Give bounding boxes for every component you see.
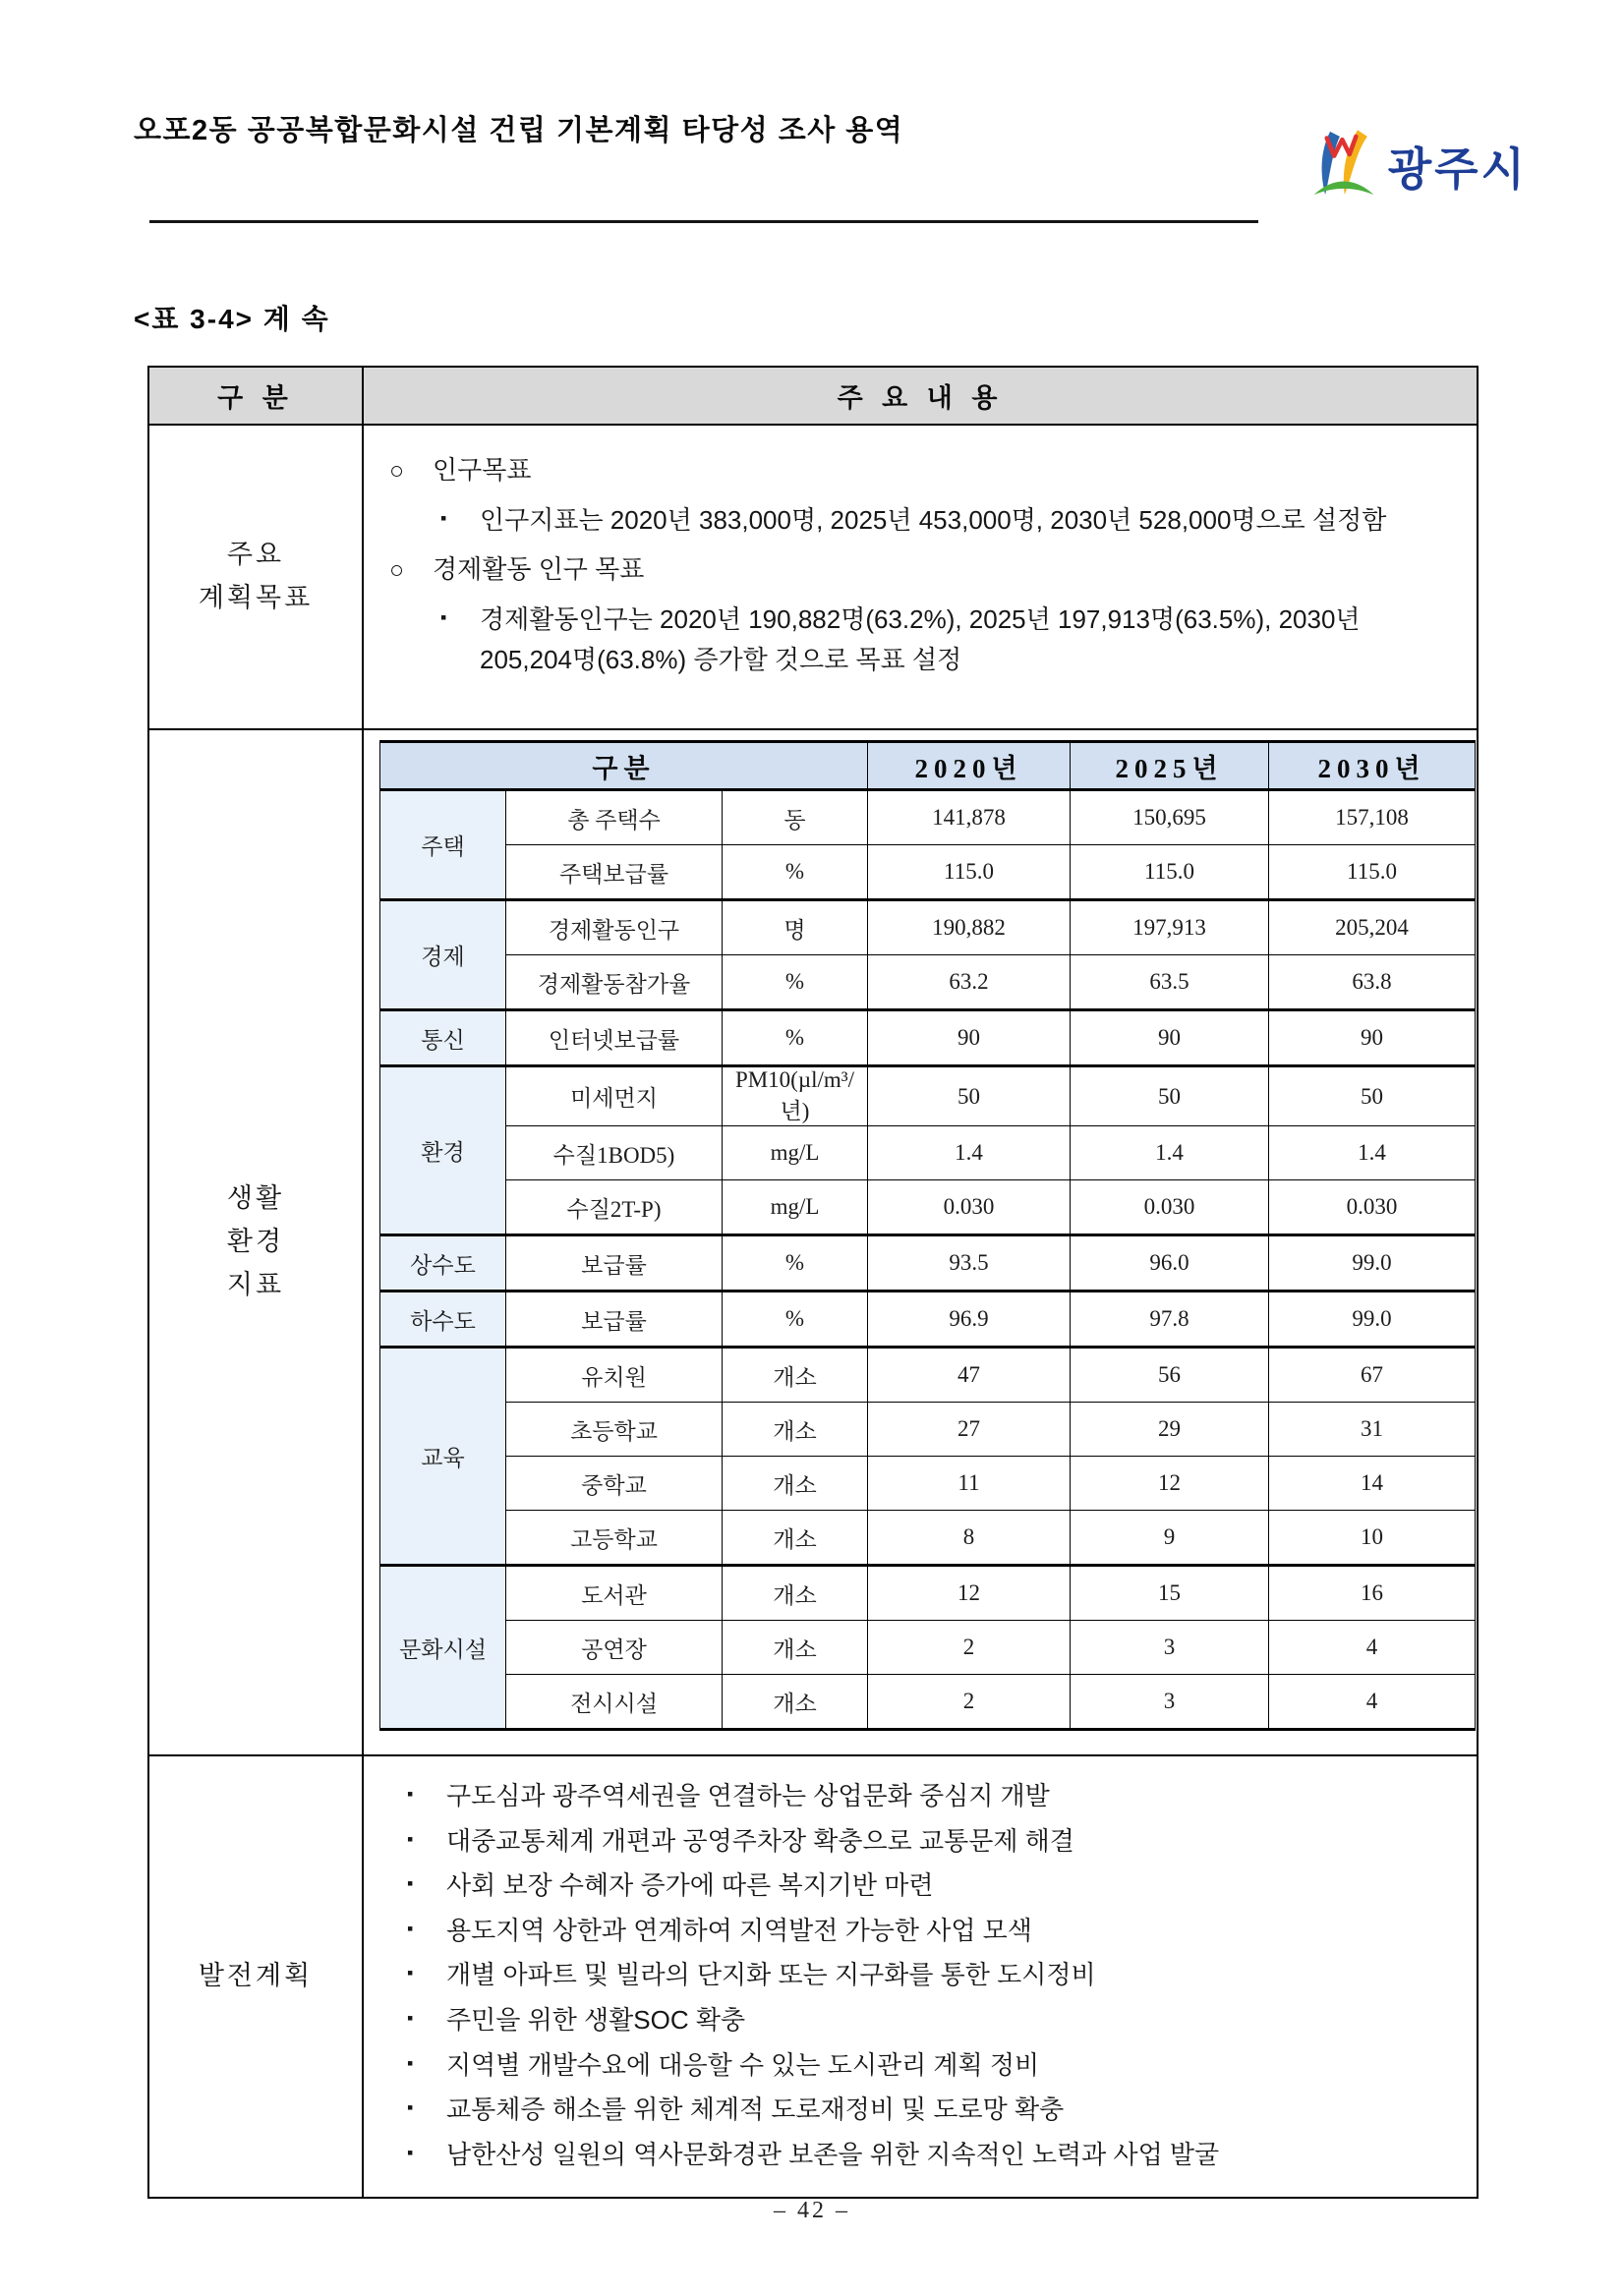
metrics-value-cell: 197,913: [1071, 900, 1269, 955]
bullet-item: [440, 500, 1457, 542]
metrics-unit-cell: 개소: [723, 1566, 868, 1621]
metrics-item-cell: 초등학교: [506, 1403, 723, 1457]
metrics-row: [380, 790, 1476, 845]
table-row: [148, 729, 1478, 1755]
metrics-row: [380, 1403, 1476, 1457]
metrics-value-cell: 0.030: [1269, 1180, 1476, 1235]
metrics-row: [380, 1180, 1476, 1235]
bullet-item: [407, 1776, 1457, 1817]
metrics-value-cell: 50: [1071, 1066, 1269, 1126]
metrics-value-cell: 9: [1071, 1511, 1269, 1566]
metrics-value-cell: 63.2: [868, 955, 1071, 1010]
metrics-value-cell: 90: [868, 1010, 1071, 1066]
metrics-unit-cell: mg/L: [723, 1180, 868, 1235]
bullet-text: 용도지역 상한과 연계하여 지역발전 가능한 사업 모색: [446, 1915, 1032, 1945]
bullet-marker-icon: ▪: [407, 2142, 414, 2162]
logo-wordmark: 광주시: [1387, 143, 1528, 195]
bullet-text: 지역별 개발수요에 대응할 수 있는 도시관리 계획 정비: [446, 2049, 1040, 2080]
bullet-item: [389, 549, 1457, 591]
row-label-line: 지표: [226, 1269, 285, 1299]
metrics-value-cell: 8: [868, 1511, 1071, 1566]
metrics-row: [380, 1010, 1476, 1066]
metrics-value-cell: 63.5: [1071, 955, 1269, 1010]
metrics-unit-cell: 개소: [723, 1621, 868, 1675]
metrics-unit-cell: 개소: [723, 1403, 868, 1457]
indicators-header-category: 구분: [380, 742, 868, 790]
metrics-value-cell: 115.0: [868, 845, 1071, 900]
bullet-text: 인구목표: [433, 455, 532, 485]
metrics-value-cell: 50: [1269, 1066, 1476, 1126]
row-label-line: 생활: [226, 1183, 285, 1214]
gwangju-emblem-icon: [1307, 124, 1380, 207]
row-label-line: 환경: [226, 1227, 285, 1257]
metrics-value-cell: 27: [868, 1403, 1071, 1457]
metrics-row: [380, 1235, 1476, 1292]
metrics-item-cell: 보급률: [506, 1235, 723, 1292]
metrics-item-cell: 도서관: [506, 1566, 723, 1621]
metrics-value-cell: 90: [1269, 1010, 1476, 1066]
metrics-group-cell: 통신: [380, 1010, 506, 1066]
metrics-value-cell: 1.4: [1269, 1126, 1476, 1180]
bullet-item: [407, 1911, 1457, 1952]
bullet-text: 주민을 위한 생활SOC 확충: [446, 2004, 746, 2035]
bullet-marker-icon: ▪: [407, 2097, 414, 2118]
bullet-item: [407, 2045, 1457, 2087]
metrics-value-cell: 3: [1071, 1675, 1269, 1730]
metrics-group-cell: 상수도: [380, 1235, 506, 1292]
metrics-value-cell: 4: [1269, 1675, 1476, 1730]
indicators-header-2025: 2025년: [1071, 742, 1269, 790]
metrics-item-cell: 고등학교: [506, 1511, 723, 1566]
metrics-unit-cell: 개소: [723, 1675, 868, 1730]
metrics-value-cell: 190,882: [868, 900, 1071, 955]
bullet-text: 인구지표는 2020년 383,000명, 2025년 453,000명, 2030년 528,000명으로 설정함: [480, 504, 1387, 535]
metrics-unit-cell: 개소: [723, 1348, 868, 1403]
bullet-text: 경제활동인구는 2020년 190,882명(63.2%), 2025년 197,913명(63.5%), 2030년 205,204명(63.8%) 증가할 것으로 목표 설정: [480, 603, 1361, 675]
metrics-value-cell: 31: [1269, 1403, 1476, 1457]
metrics-group-cell: 교육: [380, 1348, 506, 1566]
metrics-item-cell: 주택보급률: [506, 845, 723, 900]
metrics-value-cell: 0.030: [1071, 1180, 1269, 1235]
metrics-unit-cell: 동: [723, 790, 868, 845]
metrics-item-cell: 전시시설: [506, 1675, 723, 1730]
metrics-row: [380, 1292, 1476, 1348]
bullet-marker-icon: ▪: [407, 1828, 414, 1849]
header-divider: [149, 220, 1258, 223]
bullet-item: [407, 2135, 1457, 2176]
metrics-value-cell: 12: [868, 1566, 1071, 1621]
metrics-value-cell: 1.4: [1071, 1126, 1269, 1180]
metrics-value-cell: 157,108: [1269, 790, 1476, 845]
bullet-item: [407, 2090, 1457, 2131]
metrics-row: [380, 1126, 1476, 1180]
metrics-value-cell: 11: [868, 1457, 1071, 1511]
metrics-row: [380, 1457, 1476, 1511]
metrics-item-cell: 공연장: [506, 1621, 723, 1675]
main-table: [147, 366, 1479, 2199]
metrics-value-cell: 50: [868, 1066, 1071, 1126]
metrics-item-cell: 수질1BOD5): [506, 1126, 723, 1180]
metrics-value-cell: 96.0: [1071, 1235, 1269, 1292]
metrics-group-cell: 하수도: [380, 1292, 506, 1348]
metrics-row: [380, 900, 1476, 955]
bullet-marker-icon: ▪: [407, 1963, 414, 1983]
bullet-item: [389, 450, 1457, 491]
metrics-unit-cell: 명: [723, 900, 868, 955]
living-indicators-content: [363, 729, 1478, 1755]
metrics-value-cell: 29: [1071, 1403, 1269, 1457]
bullet-text: 대중교통체계 개편과 공영주차장 확충으로 교통문제 해결: [446, 1825, 1074, 1856]
metrics-row: [380, 1348, 1476, 1403]
metrics-unit-cell: mg/L: [723, 1126, 868, 1180]
main-table-header-row: [148, 367, 1478, 425]
bullet-text: 남한산성 일원의 역사문화경관 보존을 위한 지속적인 노력과 사업 발굴: [446, 2139, 1220, 2169]
metrics-value-cell: 47: [868, 1348, 1071, 1403]
metrics-value-cell: 10: [1269, 1511, 1476, 1566]
development-plan-content: [363, 1755, 1478, 2198]
metrics-value-cell: 93.5: [868, 1235, 1071, 1292]
indicators-header-2020: 2020년: [868, 742, 1071, 790]
metrics-unit-cell: %: [723, 1292, 868, 1348]
bullet-marker-icon: ○: [389, 457, 405, 485]
bullet-item: [407, 1821, 1457, 1863]
metrics-item-cell: 유치원: [506, 1348, 723, 1403]
metrics-value-cell: 63.8: [1269, 955, 1476, 1010]
metrics-value-cell: 2: [868, 1621, 1071, 1675]
bullet-item: [407, 1866, 1457, 1907]
metrics-group-cell: 환경: [380, 1066, 506, 1235]
metrics-row: [380, 1066, 1476, 1126]
metrics-value-cell: 3: [1071, 1621, 1269, 1675]
metrics-value-cell: 115.0: [1071, 845, 1269, 900]
indicators-header-row: [380, 742, 1476, 790]
row-label-line: 주요: [226, 540, 285, 570]
row-label-line: 계획목표: [198, 583, 314, 612]
bullet-text: 사회 보장 수혜자 증가에 따른 복지기반 마련: [446, 1870, 934, 1901]
bullet-item: [407, 2000, 1457, 2041]
metrics-value-cell: 141,878: [868, 790, 1071, 845]
metrics-value-cell: 15: [1071, 1566, 1269, 1621]
metrics-value-cell: 16: [1269, 1566, 1476, 1621]
metrics-unit-cell: %: [723, 845, 868, 900]
bullet-item: [407, 1955, 1457, 1996]
metrics-value-cell: 96.9: [868, 1292, 1071, 1348]
indicators-header-2030: 2030년: [1269, 742, 1476, 790]
metrics-unit-cell: %: [723, 1010, 868, 1066]
row-label-development-plan: [148, 1755, 363, 2198]
metrics-row: [380, 845, 1476, 900]
bullet-text: 경제활동 인구 목표: [433, 554, 645, 585]
metrics-unit-cell: PM10(µl/m³/년): [723, 1066, 868, 1126]
bullet-marker-icon: ▪: [407, 2052, 414, 2073]
row-label-living-indicators: [148, 729, 363, 1755]
metrics-value-cell: 150,695: [1071, 790, 1269, 845]
metrics-value-cell: 1.4: [868, 1126, 1071, 1180]
metrics-group-cell: 문화시설: [380, 1566, 506, 1730]
bullet-marker-icon: ▪: [407, 2007, 414, 2028]
table-row: [148, 425, 1478, 729]
metrics-unit-cell: 개소: [723, 1457, 868, 1511]
bullet-text: 구도심과 광주역세권을 연결하는 상업문화 중심지 개발: [446, 1781, 1050, 1810]
bullet-marker-icon: ▪: [407, 1873, 414, 1894]
metrics-item-cell: 인터넷보급률: [506, 1010, 723, 1066]
metrics-item-cell: 경제활동인구: [506, 900, 723, 955]
metrics-value-cell: 97.8: [1071, 1292, 1269, 1348]
bullet-item: [440, 600, 1457, 681]
metrics-item-cell: 보급률: [506, 1292, 723, 1348]
metrics-item-cell: 미세먼지: [506, 1066, 723, 1126]
bullet-marker-icon: ○: [389, 556, 405, 585]
metrics-row: [380, 1621, 1476, 1675]
bullet-marker-icon: ▪: [440, 606, 447, 627]
column-header-content: 주 요 내 용: [363, 367, 1478, 425]
bullet-marker-icon: ▪: [407, 1918, 414, 1938]
plan-goals-content: [363, 425, 1478, 729]
gwangju-city-logo: [1307, 124, 1528, 207]
metrics-group-cell: 주택: [380, 790, 506, 900]
page-number: – 42 –: [774, 2198, 850, 2223]
metrics-row: [380, 955, 1476, 1010]
table-row: [148, 1755, 1478, 2198]
metrics-item-cell: 총 주택수: [506, 790, 723, 845]
bullet-marker-icon: ▪: [440, 507, 447, 528]
metrics-value-cell: 2: [868, 1675, 1071, 1730]
metrics-value-cell: 99.0: [1269, 1235, 1476, 1292]
metrics-value-cell: 67: [1269, 1348, 1476, 1403]
metrics-row: [380, 1511, 1476, 1566]
metrics-item-cell: 경제활동참가율: [506, 955, 723, 1010]
metrics-value-cell: 115.0: [1269, 845, 1476, 900]
indicators-table: [379, 740, 1476, 1731]
metrics-value-cell: 14: [1269, 1457, 1476, 1511]
metrics-value-cell: 205,204: [1269, 900, 1476, 955]
row-label-line: 발전계획: [198, 1961, 314, 1991]
metrics-value-cell: 12: [1071, 1457, 1269, 1511]
bullet-marker-icon: ▪: [407, 1784, 414, 1804]
metrics-value-cell: 99.0: [1269, 1292, 1476, 1348]
metrics-unit-cell: %: [723, 955, 868, 1010]
document-header-title: 오포2동 공공복합문화시설 건립 기본계획 타당성 조사 용역: [134, 115, 904, 146]
column-header-category: 구 분: [148, 367, 363, 425]
row-label-plan-goals: [148, 425, 363, 729]
table-caption: <표 3-4> 계 속: [134, 304, 330, 334]
metrics-value-cell: 4: [1269, 1621, 1476, 1675]
metrics-item-cell: 수질2T-P): [506, 1180, 723, 1235]
bullet-text: 교통체증 해소를 위한 체계적 도로재정비 및 도로망 확충: [446, 2095, 1065, 2125]
metrics-unit-cell: %: [723, 1235, 868, 1292]
metrics-row: [380, 1675, 1476, 1730]
metrics-item-cell: 중학교: [506, 1457, 723, 1511]
bullet-text: 개별 아파트 및 빌라의 단지화 또는 지구화를 통한 도시정비: [446, 1960, 1096, 1990]
metrics-unit-cell: 개소: [723, 1511, 868, 1566]
metrics-value-cell: 0.030: [868, 1180, 1071, 1235]
metrics-group-cell: 경제: [380, 900, 506, 1010]
metrics-value-cell: 56: [1071, 1348, 1269, 1403]
metrics-row: [380, 1566, 1476, 1621]
metrics-value-cell: 90: [1071, 1010, 1269, 1066]
